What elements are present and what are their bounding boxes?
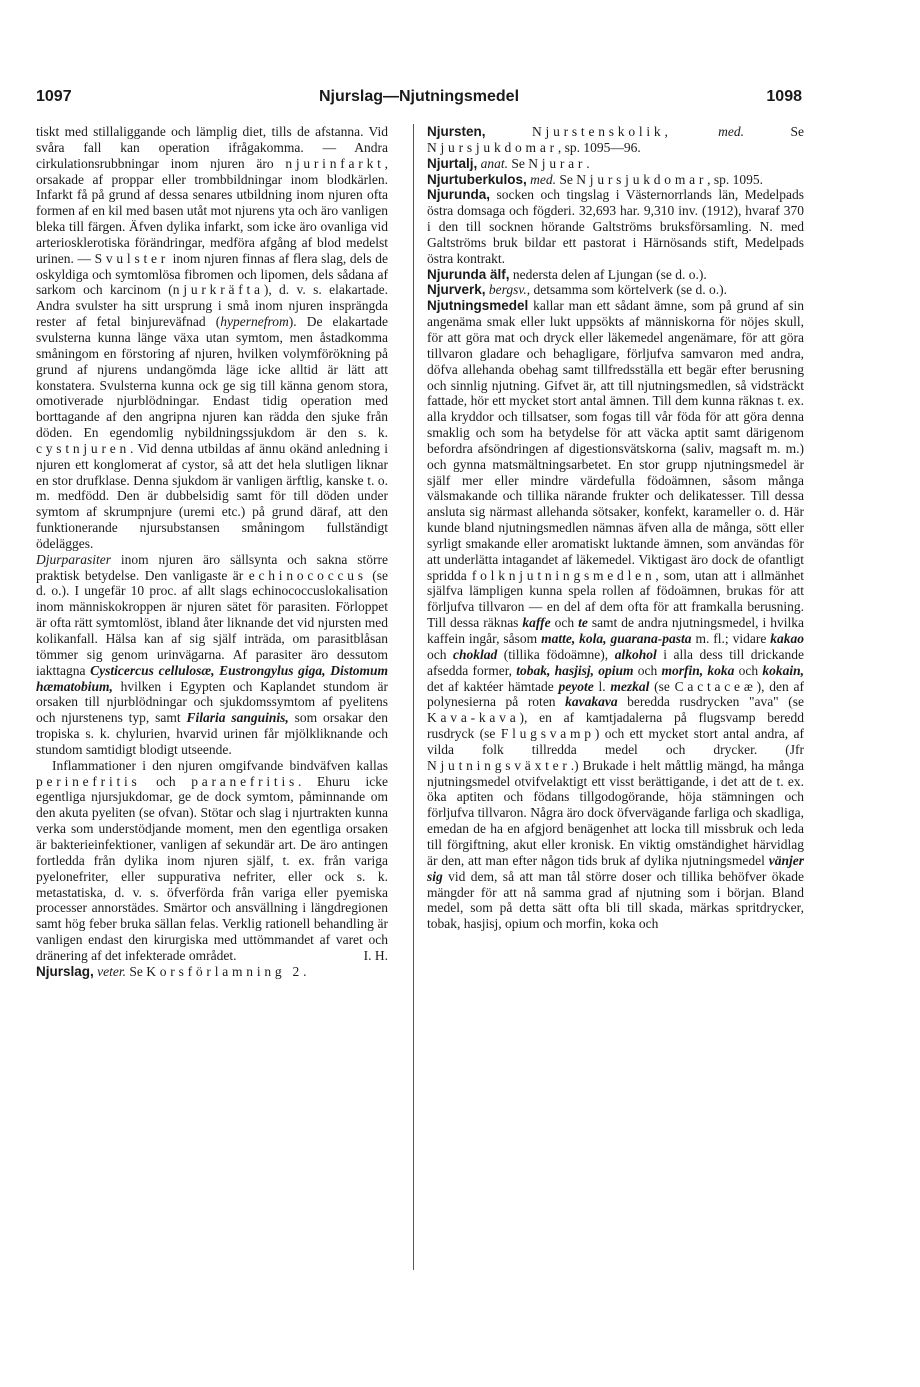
cross-reference-cactaceae: Cactaceæ: [674, 678, 757, 694]
headword-njutningsmedel: Njutningsmedel: [427, 298, 529, 314]
entry-label: med.: [530, 171, 557, 187]
term-vanjer-sig: vänjer sig: [427, 852, 804, 884]
page-number-left: 1097: [36, 88, 72, 105]
entry-njurtalj: Njurtalj, anat. Se Njurar.: [427, 155, 590, 171]
cross-reference: Korsförlamning 2: [146, 963, 304, 979]
term-te: te: [578, 615, 588, 631]
entry-njurslag: Njurslag, veter. Se Korsförlamning 2.: [36, 963, 307, 979]
term-svulster: Svulster: [94, 250, 170, 266]
term-tobak-hasjisj-opium: tobak, hasjisj, opium: [516, 662, 634, 678]
term-echinococcus: echinococcus: [248, 567, 367, 583]
right-column: [427, 124, 804, 932]
entry-label: veter.: [97, 963, 126, 979]
term-alkohol: alkohol: [614, 646, 657, 662]
paragraph-inflammations: Inflammationer i den njuren omgifvande bindväfven kallas perinefritis och paranefritis. Ehuru icke egentliga njursjukdomar, ge de dock symtom, påminnande om den akuta pyeliten (se ofvan). Stötar och slag i njurtrakten kunna verka som understödjande moment, men den egentliga orsaken är bakterieinfektioner, vanligen af sekundär art. De äro antingen fortledda från dylika inom njuren själf, t. ex. från variga pyelonefriter, eller suppurativa nefriter, eller ock s. k. metastatiska, d. v. s. öfverförda från variga eller pyemiska processer annorstädes. Smärtor och ansvällning i längdregionen samt hög feber bruka sällan felas. Verklig rationell behandling är vanligen endast den kirurgiska med uttömmandet af varet och dränering af det infekterade området. I. H.: [36, 757, 388, 963]
term-njurinfarkt: njurinfarkt: [285, 155, 385, 171]
term-morfin-koka: morfin, koka: [661, 662, 735, 678]
headword-njurunda-alf: Njurunda älf,: [427, 266, 510, 282]
left-column: [36, 124, 388, 980]
headword-njurunda: Njurunda,: [427, 187, 490, 203]
paragraph-circulation-tumors: tiskt med stillaliggande och lämplig diet, tills de afstanna. Vid svåra fall kan operation ifrågakomma. — Andra cirkulationsrubbningar inom njuren äro njurinfarkt, orsakade af proppar eller trombbildningar inom blodkärlen. Infarkt få på grund af dessa senares utbildning inom njuren ofta formen af en kil med basen utåt mot njurens yta och äro vanligen bleka till färgen. Äfven dylika infarkt, som icke äro ovanliga vid arteriosklerotiska förändringar, medföra afgång af blod medelst urinen. — Svulster inom njuren finnas af flera slag, dels de oskyldiga och symtomlösa fibromen och lipomen, dels sådana af sarkom och karcinom (njurkräfta), d. v. s. elakartade. Andra svulster ha sitt ursprung i små inom njuren insprängda rester af fetal binjureväfnad (hypernefrom). De elakartade svulsterna kunna länge växa utan symtom, men åstadkomma småningom en förstoring af njuren, hvilken volymförökning på grund af njurens undangömda läge icke alltid är lätt att konstatera. Svulsterna kunna ock ge sig till känna genom stora, omotiverade njurblödningar. Endast tidig operation med borttagande af den angripna njuren kan rädda den sjuke från döden. En egendomlig nybildningssjukdom är den s. k. cystnjuren. Vid denna utbildas af ännu okänd anledning i njuren ett konglomerat af cystor, så att det hela slutligen liknar en stor drufklase. Denna sjukdom är vanligen ärftlig, kanske t. o. m. medfödd. Den är dubbelsidig samt för till döden under symtom af skrumpnjure (uremi etc.) på grund däraf, att den funktionerande njursubstansen småningom fullständigt ödelägges.: [36, 124, 388, 551]
term-mezkal: mezkal: [610, 678, 650, 694]
entry-njursten: Njursten, Njurstenskolik, med. Se Njursjukdomar, sp. 1095—96.: [427, 124, 805, 155]
entry-label: bergsv.: [488, 282, 527, 298]
term-paranefritis: paranefritis: [191, 773, 299, 789]
term-folknjutningsmedlen: folknjutningsmedlen: [471, 567, 656, 583]
term-njurkrafta: njurkräfta: [172, 282, 264, 298]
entry-njurverk: Njurverk, bergsv., detsamma som körtelverk (se d. o.).: [427, 282, 727, 298]
entry-njurunda: Njurunda, socken och tingslag i Västernorrlands län, Medelpads östra domsaga och fögderi. 32,693 har. 9,310 inv. (1912), hvaraf 370 i den till socknen hörande Galtströms bruksförsamling. N. med Galtströms bruk bildar ett pastorat i Härnösands stift, Medelpads östra kontrakt.: [427, 187, 804, 266]
cross-reference-flugsvamp: Flugsvamp: [500, 726, 595, 742]
entry-njurunda-alf: Njurunda älf, nedersta delen af Ljungan (se d. o.).: [427, 266, 707, 282]
paragraph-parasites: Djurparasiter inom njuren äro sällsynta och sakna större praktisk betydelse. Den vanligaste är echinococcus (se d. o.). I ungefär 10 proc. af allt slags echinococcuslokalisation inom människokroppen är njuren sätet för parasiten. Förloppet är ofta rätt symtomlöst, ibland åter liknande det vid njursten med kolikanfall. Hälsa kan af sig själf inträda, om parasitblåsan tömmer sig genom urinvägarna. Af parasiter äro dessutom iakttagna Cysticercus cellulosæ, Eustrongylus giga, Distomum hæmatobium, hvilken i Egypten och Kaplandet stundom är orsaken till njurblödningar och sjukdomssymtom af pyelitens och njurstenens typ, samt Filaria sanguinis, som orsakar den tropiska s. k. chylurien, hvarvid urinen får mjölkliknande och stundom samtidigt blodigt utseende.: [36, 551, 389, 757]
entry-njutningsmedel: Njutningsmedel kallar man ett sådant ämne, som på grund af sin angenäma smak eller lukt uppsökts af människorna för nöjes skull, för att göra mat och dryck eller läkemedel angenämare, för att göra tillvaron gladare och behagligare, förljufva samvaron med andra, döfva allehanda obehag samt tillfredsställa ett begär efter berusning och sinnlig njutning. Gifvet är, att till njutningsmedlen, så vidsträckt fattade, hör ett mycket stort antal ämnen. Till dem kunna räknas t. ex. alla kryddor och tillsatser, som fogas till vår föda för att göra denna smaklig och som ha betydelse för att väcka aptit samt därigenom befordra afsöndringen af digestionsvätskorna (saliv, magsaft m. m.) och gynna matsmältningsarbetet. En stor grupp njutningsmedel är själf mer eller mindre värdefulla födoämnen, såsom många välsmakande och tillika närande frukter och delikatesser. Till dessa ansluta sig närmast allehanda sötsaker, konfekt, karameller o. d. Här kunde bland njutningsmedlen nämnas äfven alla de många, sött eller syrligt smakande eller aromatiskt luktande ämnen, som användas för att underlätta intagandet af läkemedel. Viktigast äro dock de ofantligt spridda folknjutningsmedlen, som, utan att i allmänhet själfva lämpligen kunna spela rollen af födoämnen, brukas för att förljufva tillvaron — en del af dem ofta för att framkalla berusning. Till dessa räknas kaffe och te samt de andra njutningsmedel, i hvilka kaffein ingår, såsom matte, kola, guarana-pasta m. fl.; vidare kakao och choklad (tillika födoämne), alkohol i alla dess till drickande afsedda former, tobak, hasjisj, opium och morfin, koka och kokain, det af kaktéer hämtade peyote l. mezkal (se Cactaceæ), den af polynesierna på roten kavakava beredda rusdrycken "ava" (se Kava-kava), en af kamtjadalerna på flugsvamp beredd rusdryck (se Flugsvamp) och ett mycket stort antal andra, af vilda folk tillredda medel och drycker. (Jfr Njutningsväxter.) Brukade i helt måttlig mängd, ha många njutningsmedel otvifvelaktigt ett visst berättigande, i det att de t. ex. öka aptiten och födans tillgodogörande, höja stämningen och förljufva tillvaron. Några äro dock öfvervägande farliga och skadliga, emedan de ha en afgjord benägenhet att locka till missbruk och leda till förgiftning, akut eller kronisk. En viktig omständighet härvidlag är den, att man efter någon tids bruk af dylika njutningsmedel vänjer sig vid dem, så att man tål större doser och tillika behöfver ökade mängder för att nå samma grad af njutning som i början. Bland medel, som på detta sätt ofta bli till skada, märkas spritdrycker, tobak, hasjisj, opium och morfin, koka och: [427, 298, 805, 932]
cross-reference-njutningsvaxter: Njutningsväxter: [427, 757, 571, 773]
headword-njursten: Njursten,: [427, 124, 486, 139]
headword-njurslag: Njurslag,: [36, 963, 94, 979]
entry-label: anat.: [480, 155, 509, 171]
term-hypernefrom: hypernefrom: [220, 314, 289, 330]
headword-njurtuberkulos: Njurtuberkulos,: [427, 171, 527, 187]
page-number-right: 1098: [766, 88, 802, 105]
cross-reference: Njursjukdomar: [576, 171, 708, 187]
headword-njurverk: Njurverk,: [427, 282, 486, 298]
term-parasite-species: Cysticercus cellulosæ, Eustrongylus giga, Distomum hæmatobium,: [36, 662, 388, 694]
term-peyote: peyote: [558, 678, 594, 694]
term-choklad: choklad: [453, 646, 498, 662]
page-title: Njurslag—Njutningsmedel: [318, 88, 520, 105]
term-kakao: kakao: [770, 631, 804, 646]
headword-njurtalj: Njurtalj,: [427, 155, 478, 171]
term-kavakava: kavakava: [565, 694, 618, 710]
term-njurstenskolik: Njurstenskolik,: [532, 124, 672, 139]
entry-label: med.: [718, 124, 744, 139]
page-header: [36, 88, 802, 110]
term-matte-kola-guarana: matte, kola, guarana-pasta: [541, 631, 692, 646]
term-kokain: kokain,: [762, 662, 804, 678]
column-divider: [413, 124, 414, 1270]
entry-njurtuberkulos: Njurtuberkulos, med. Se Njursjukdomar, sp. 1095.: [427, 171, 764, 187]
term-djurparasiter: Djurparasiter: [36, 551, 112, 567]
cross-reference: Njursjukdomar: [427, 139, 558, 155]
term-perinefritis: perinefritis: [36, 773, 141, 789]
term-filaria: Filaria sanguinis,: [186, 710, 289, 726]
cross-reference-kava-kava: Kava-kava: [427, 710, 520, 726]
author-signature: I. H.: [363, 947, 388, 963]
cross-reference: Njurar: [528, 155, 587, 171]
term-cystnjuren: cystnjuren: [36, 440, 131, 456]
term-kaffe: kaffe: [522, 615, 551, 631]
